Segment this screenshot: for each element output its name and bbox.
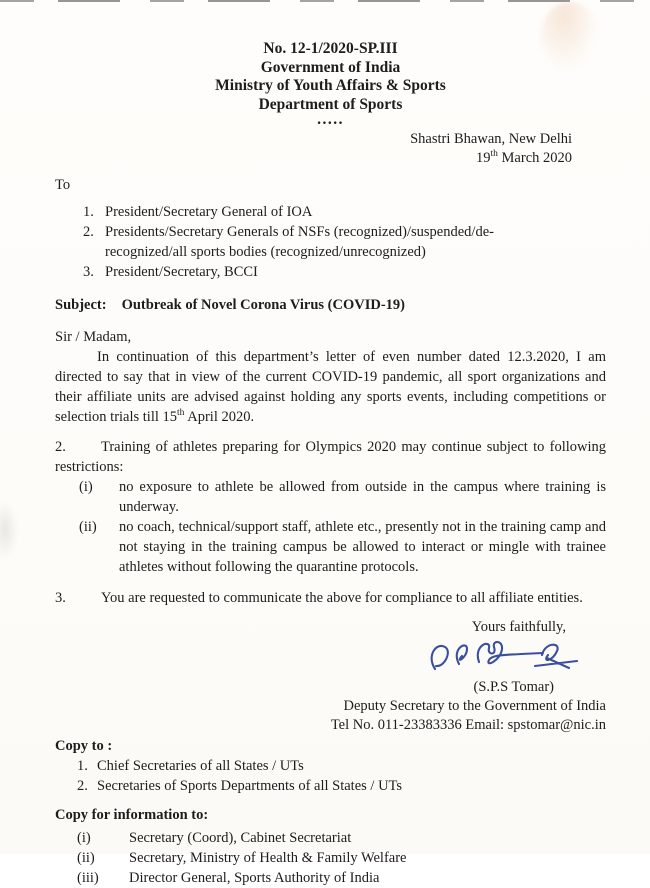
date-line [55, 149, 572, 168]
copy-info-section [55, 805, 606, 888]
restriction-item [79, 477, 606, 517]
recipient-number: 2. [83, 224, 94, 240]
restriction-text: no coach, technical/support staff, athlete etc., presently not in the training camp and not staying in the training campus be allowed to interact or mingle with trainee athletes without following the quarantine protocols. [119, 519, 606, 575]
date-ordinal: th [490, 149, 498, 160]
closing-line: Yours faithfully, [471, 619, 566, 635]
copy-to-label: Copy to : [55, 738, 113, 754]
recipient-number: 3. [83, 264, 94, 280]
paragraph-2 [55, 437, 606, 477]
subject-label: Subject: [55, 297, 107, 313]
paragraph-2-text: Training of athletes preparing for Olympics 2020 may continue subject to following restrictions: [55, 439, 606, 475]
paragraph-1-ordinal: th [177, 408, 185, 419]
letterhead [55, 40, 606, 128]
copy-info-item [77, 828, 606, 848]
recipient-list [83, 202, 606, 282]
copy-info-number: (ii) [77, 850, 95, 866]
recipient-text: Presidents/Secretary Generals of NSFs (recognized)/suspended/de-recognized/all sports bodies (recognized/unrecognized) [105, 224, 494, 260]
recipient-item [83, 202, 606, 222]
reference-number: No. 12-1/2020-SP.III [263, 40, 398, 57]
restriction-list [79, 477, 606, 577]
separator-dots: ..... [317, 111, 344, 128]
copy-to-number: 2. [77, 778, 88, 794]
copy-info-text: Secretary (Coord), Cabinet Secretariat [129, 830, 352, 846]
restriction-text: no exposure to athlete be allowed from outside in the campus where training is underway. [119, 479, 606, 515]
paragraph-3-text: You are requested to communicate the above for compliance to all affiliate entities. [101, 590, 583, 606]
scan-smudge-top-right [540, 2, 600, 72]
copy-to-section [55, 736, 606, 796]
restriction-item [79, 517, 606, 577]
copy-to-item [77, 756, 606, 776]
signer-title: Deputy Secretary to the Government of India [343, 698, 606, 714]
recipient-number: 1. [83, 204, 94, 220]
signer-contact: Tel No. 011-23383336 Email: spstomar@nic.in [330, 717, 606, 733]
date-day: 19 [476, 150, 491, 166]
copy-info-text: Secretary, Ministry of Health & Family Welfare [129, 850, 407, 866]
restriction-number: (i) [79, 479, 93, 495]
recipient-item [83, 222, 606, 262]
copy-to-item [77, 776, 606, 796]
restriction-number: (ii) [79, 519, 97, 535]
scan-edge-artifact [0, 0, 650, 2]
paragraph-1-end: April 2020. [184, 409, 255, 425]
date-rest: March 2020 [497, 150, 572, 166]
copy-info-number: (i) [77, 830, 91, 846]
recipient-item [83, 262, 606, 282]
copy-info-item [77, 848, 606, 868]
signature-scrawl [422, 638, 590, 680]
to-label: To [55, 177, 71, 193]
paragraph-1-text: In continuation of this department’s letter of even number dated 12.3.2020, I am directed to say that in view of the current COVID-19 pandemic, all sport organizations and their affiliate units are advised against holding any sports events, including competitions or selection trials till 15 [55, 349, 606, 425]
org-ministry: Ministry of Youth Affairs & Sports [215, 77, 446, 94]
copy-info-list [55, 828, 606, 888]
paragraph-3-number: 3. [55, 590, 66, 606]
copy-to-text: Secretaries of Sports Departments of all States / UTs [97, 778, 403, 794]
paragraph-3 [55, 588, 606, 608]
subject-line [55, 295, 606, 315]
recipient-text: President/Secretary, BCCI [105, 264, 258, 280]
recipient-text: President/Secretary General of IOA [105, 204, 313, 220]
signature-block [55, 618, 606, 735]
copy-info-item [77, 868, 606, 888]
salutation: Sir / Madam, [55, 329, 132, 345]
org-country: Government of India [260, 58, 401, 76]
org-department: Department of Sports [258, 95, 403, 113]
copy-info-label: Copy for information to: [55, 807, 209, 823]
copy-info-text: Director General, Sports Authority of India [129, 870, 380, 886]
place-date-block [55, 130, 572, 168]
copy-info-number: (iii) [77, 870, 99, 886]
paragraph-1 [55, 347, 606, 427]
copy-to-text: Chief Secretaries of all States / UTs [97, 758, 304, 774]
signer-name: (S.P.S Tomar) [473, 679, 554, 695]
copy-to-number: 1. [77, 758, 88, 774]
subject-text: Outbreak of Novel Corona Virus (COVID-19) [121, 297, 405, 313]
paragraph-2-number: 2. [55, 439, 66, 455]
place-line: Shastri Bhawan, New Delhi [410, 131, 572, 147]
